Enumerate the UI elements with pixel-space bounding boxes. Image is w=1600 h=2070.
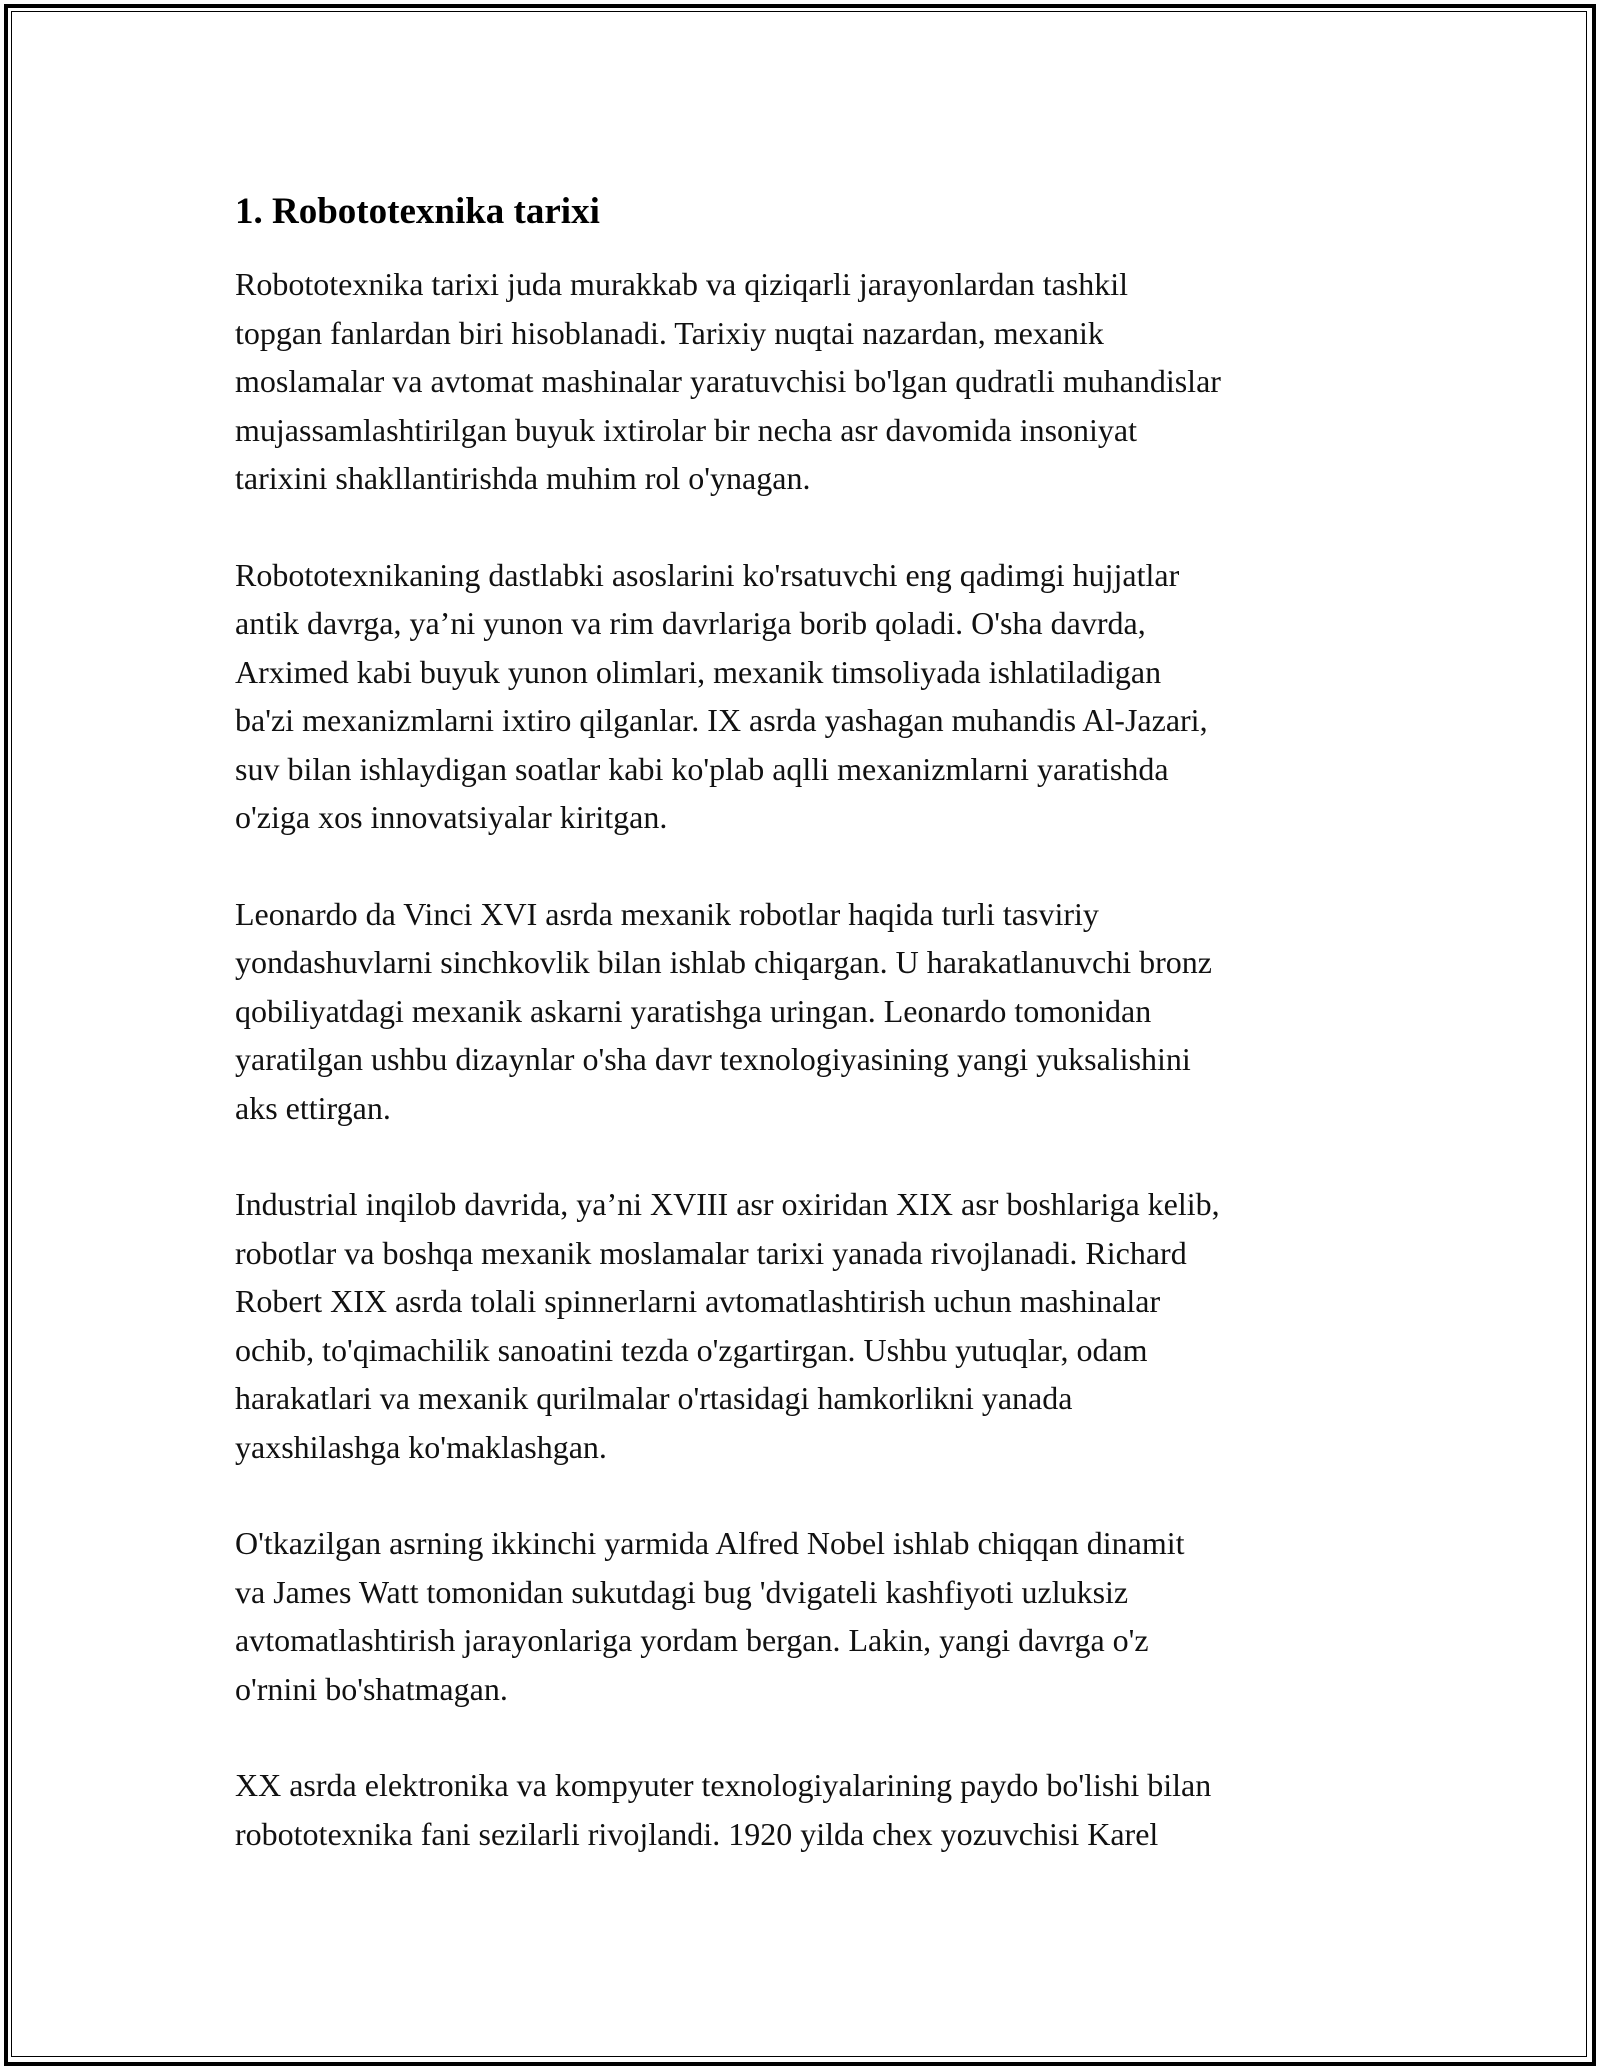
paragraph (235, 890, 1375, 1133)
paragraph-line: Robert XIX asrda tolali spinnerlarni avtomatlashtirish uchun mashinalar (235, 1283, 1161, 1319)
paragraph (235, 551, 1375, 842)
paragraph-line: antik davrga, ya’ni yunon va rim davrlariga borib qoladi. O'sha davrda, (235, 605, 1146, 641)
paragraph-line: ba'zi mexanizmlarni ixtiro qilganlar. IX asrda yashagan muhandis Al-Jazari, (235, 702, 1208, 738)
paragraph-line: robototexnika fani sezilarli rivojlandi. 1920 yilda chex yozuvchisi Karel (235, 1815, 1159, 1852)
paragraph (235, 1180, 1375, 1471)
section-heading: 1. Robototexnika tarixi (235, 191, 600, 232)
paragraph-line: aks ettirgan. (235, 1089, 391, 1126)
paragraph-line: avtomatlashtirish jarayonlariga yordam bergan. Lakin, yangi davrga o'z (235, 1622, 1149, 1658)
paragraph (235, 1761, 1375, 1858)
paragraph-line: XX asrda elektronika va kompyuter texnologiyalarining paydo bo'lishi bilan (235, 1767, 1212, 1803)
paragraph-line: O'tkazilgan asrning ikkinchi yarmida Alfred Nobel ishlab chiqqan dinamit (235, 1525, 1185, 1561)
paragraph (235, 1519, 1375, 1713)
paragraph-line: robotlar va boshqa mexanik moslamalar tarixi yanada rivojlanadi. Richard (235, 1234, 1187, 1271)
paragraph-line: topgan fanlardan biri hisoblanadi. Tarixiy nuqtai nazardan, mexanik (235, 314, 1104, 351)
paragraph-line: va James Watt tomonidan sukutdagi bug 'dvigateli kashfiyoti uzluksiz (235, 1573, 1129, 1610)
paragraph-line: o'rnini bo'shatmagan. (235, 1670, 508, 1707)
paragraph-line: qobiliyatdagi mexanik askarni yaratishga uringan. Leonardo tomonidan (235, 992, 1152, 1029)
paragraph-line: Robototexnika tarixi juda murakkab va qiziqarli jarayonlardan tashkil (235, 266, 1129, 302)
paragraph (235, 260, 1375, 503)
document-body (235, 186, 1375, 1906)
paragraph-line: Arximed kabi buyuk yunon olimlari, mexanik timsoliyada ishlatiladigan (235, 653, 1162, 690)
paragraph-line: mujassamlashtirilgan buyuk ixtirolar bir necha asr davomida insoniyat (235, 411, 1138, 448)
paragraph-line: yaratilgan ushbu dizaynlar o'sha davr texnologiyasining yangi yuksalishini (235, 1041, 1191, 1077)
paragraph-line: suv bilan ishlaydigan soatlar kabi ko'plab aqlli mexanizmlarni yaratishda (235, 750, 1169, 787)
paragraph-line: ochib, to'qimachilik sanoatini tezda o'zgartirgan. Ushbu yutuqlar, odam (235, 1331, 1148, 1368)
paragraph-line: tarixini shakllantirishda muhim rol o'ynagan. (235, 460, 811, 496)
paragraph-list (235, 260, 1375, 1858)
paragraph-line: Robototexnikaning dastlabki asoslarini ko'rsatuvchi eng qadimgi hujjatlar (235, 556, 1180, 593)
paragraph-line: yondashuvlarni sinchkovlik bilan ishlab chiqargan. U harakatlanuvchi bronz (235, 944, 1212, 980)
paragraph-line: yaxshilashga ko'maklashgan. (235, 1428, 607, 1465)
paragraph-line: moslamalar va avtomat mashinalar yaratuvchisi bo'lgan qudratli muhandislar (235, 363, 1221, 399)
paragraph-line: harakatlari va mexanik qurilmalar o'rtasidagi hamkorlikni yanada (235, 1380, 1073, 1416)
paragraph-line: o'ziga xos innovatsiyalar kiritgan. (235, 799, 668, 835)
paragraph-line: Industrial inqilob davrida, ya’ni XVIII asr oxiridan XIX asr boshlariga kelib, (235, 1186, 1220, 1222)
paragraph-line: Leonardo da Vinci XVI asrda mexanik robotlar haqida turli tasviriy (235, 895, 1099, 932)
